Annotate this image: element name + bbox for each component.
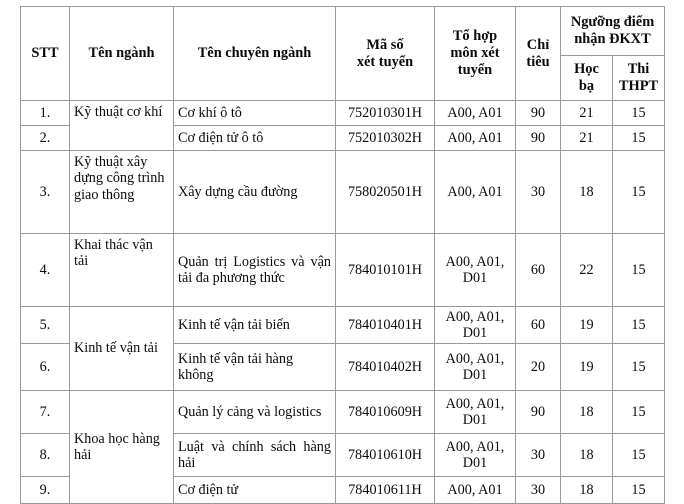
cell-stt: 1. [21, 101, 70, 126]
cell-ten-chuyen-nganh: Kinh tế vận tải hàng không [174, 344, 336, 391]
cell-to-hop: A00, A01 [435, 126, 516, 151]
to-hop-line-3: tuyển [457, 61, 493, 78]
cell-stt: 8. [21, 434, 70, 477]
cell-hoc-ba: 21 [561, 126, 613, 151]
cell-thi-thpt: 15 [613, 126, 665, 151]
cell-stt: 5. [21, 307, 70, 344]
column-header-stt: STT [21, 7, 70, 101]
cell-thi-thpt: 15 [613, 477, 665, 504]
ma-so-line-1: Mã số [366, 36, 404, 53]
cell-stt: 7. [21, 391, 70, 434]
cell-ma-so: 752010301H [336, 101, 435, 126]
nguong-diem-line-1: Ngưỡng điểm [570, 14, 655, 31]
cell-stt: 4. [21, 234, 70, 307]
table-header [21, 7, 665, 101]
cell-hoc-ba: 19 [561, 344, 613, 391]
column-header-to-hop-mon-xet-tuyen [435, 7, 516, 101]
to-hop-line-1: Tổ hợp [452, 28, 498, 45]
table-row [21, 391, 665, 434]
column-header-hoc-ba [561, 56, 613, 101]
column-header-chi-tieu [516, 7, 561, 101]
cell-ten-chuyen-nganh: Cơ điện tử ô tô [174, 126, 336, 151]
column-header-ten-nganh: Tên ngành [70, 7, 174, 101]
cell-hoc-ba: 18 [561, 477, 613, 504]
cell-ten-chuyen-nganh: Luật và chính sách hàng hải [174, 434, 336, 477]
cell-chi-tieu: 60 [516, 234, 561, 307]
cell-hoc-ba: 18 [561, 391, 613, 434]
cell-thi-thpt: 15 [613, 344, 665, 391]
column-header-ten-chuyen-nganh: Tên chuyên ngành [174, 7, 336, 101]
cell-ten-nganh: Kinh tế vận tải [70, 307, 174, 391]
cell-ma-so: 784010609H [336, 391, 435, 434]
thi-thpt-line-1: Thi [627, 61, 650, 78]
cell-ma-so: 784010610H [336, 434, 435, 477]
cell-hoc-ba: 21 [561, 101, 613, 126]
cell-chi-tieu: 60 [516, 307, 561, 344]
cell-thi-thpt: 15 [613, 101, 665, 126]
cell-hoc-ba: 18 [561, 434, 613, 477]
cell-ma-so: 784010402H [336, 344, 435, 391]
cell-stt: 6. [21, 344, 70, 391]
cell-thi-thpt: 15 [613, 234, 665, 307]
cell-ten-nganh: Khai thác vận tải [70, 234, 174, 307]
cell-ten-chuyen-nganh: Quản lý cảng và logistics [174, 391, 336, 434]
cell-hoc-ba: 19 [561, 307, 613, 344]
hoc-ba-line-2: bạ [578, 78, 595, 94]
cell-stt: 2. [21, 126, 70, 151]
cell-thi-thpt: 15 [613, 307, 665, 344]
cell-ma-so: 784010101H [336, 234, 435, 307]
column-header-ma-so-xet-tuyen [336, 7, 435, 101]
cell-to-hop: A00, A01, D01 [435, 307, 516, 344]
cell-to-hop: A00, A01 [435, 101, 516, 126]
table-row [21, 101, 665, 126]
cell-thi-thpt: 15 [613, 151, 665, 234]
chi-tieu-line-1: Chỉ [526, 36, 550, 53]
cell-ten-chuyen-nganh: Kinh tế vận tải biển [174, 307, 336, 344]
header-row-main [21, 7, 665, 56]
cell-thi-thpt: 15 [613, 391, 665, 434]
hoc-ba-line-1: Học [574, 61, 599, 78]
cell-to-hop: A00, A01, D01 [435, 344, 516, 391]
table-body [21, 101, 665, 504]
cell-ten-chuyen-nganh: Cơ điện tử [174, 477, 336, 504]
cell-ten-nganh: Kỹ thuật xây dựng công trình giao thông [70, 151, 174, 234]
admission-table [20, 6, 665, 504]
cell-chi-tieu: 90 [516, 391, 561, 434]
cell-ma-so: 758020501H [336, 151, 435, 234]
cell-to-hop: A00, A01, D01 [435, 434, 516, 477]
cell-ten-chuyen-nganh: Xây dựng cầu đường [174, 151, 336, 234]
column-header-thi-thpt [613, 56, 665, 101]
ma-so-line-2: xét tuyển [356, 53, 414, 70]
cell-to-hop: A00, A01 [435, 477, 516, 504]
nguong-diem-line-2: nhận ĐKXT [574, 31, 651, 47]
to-hop-line-2: môn xét [450, 45, 500, 61]
cell-chi-tieu: 90 [516, 126, 561, 151]
cell-ma-so: 784010611H [336, 477, 435, 504]
cell-to-hop: A00, A01, D01 [435, 391, 516, 434]
chi-tieu-line-2: tiêu [526, 53, 550, 70]
table-row [21, 307, 665, 344]
cell-chi-tieu: 30 [516, 151, 561, 234]
cell-stt: 3. [21, 151, 70, 234]
cell-chi-tieu: 30 [516, 477, 561, 504]
table-row [21, 234, 665, 307]
table-row [21, 151, 665, 234]
cell-ten-nganh: Kỹ thuật cơ khí [70, 101, 174, 151]
cell-hoc-ba: 22 [561, 234, 613, 307]
cell-to-hop: A00, A01 [435, 151, 516, 234]
cell-ma-so: 752010302H [336, 126, 435, 151]
cell-ten-chuyen-nganh: Cơ khí ô tô [174, 101, 336, 126]
column-header-nguong-diem-nhan-dkxt [561, 7, 665, 56]
cell-to-hop: A00, A01, D01 [435, 234, 516, 307]
cell-chi-tieu: 30 [516, 434, 561, 477]
cell-hoc-ba: 18 [561, 151, 613, 234]
cell-ten-nganh: Khoa học hàng hải [70, 391, 174, 504]
cell-thi-thpt: 15 [613, 434, 665, 477]
cell-stt: 9. [21, 477, 70, 504]
cell-chi-tieu: 90 [516, 101, 561, 126]
cell-ma-so: 784010401H [336, 307, 435, 344]
cell-chi-tieu: 20 [516, 344, 561, 391]
thi-thpt-line-2: THPT [618, 78, 659, 94]
cell-ten-chuyen-nganh: Quản trị Logistics và vận tải đa phương thức [174, 234, 336, 307]
